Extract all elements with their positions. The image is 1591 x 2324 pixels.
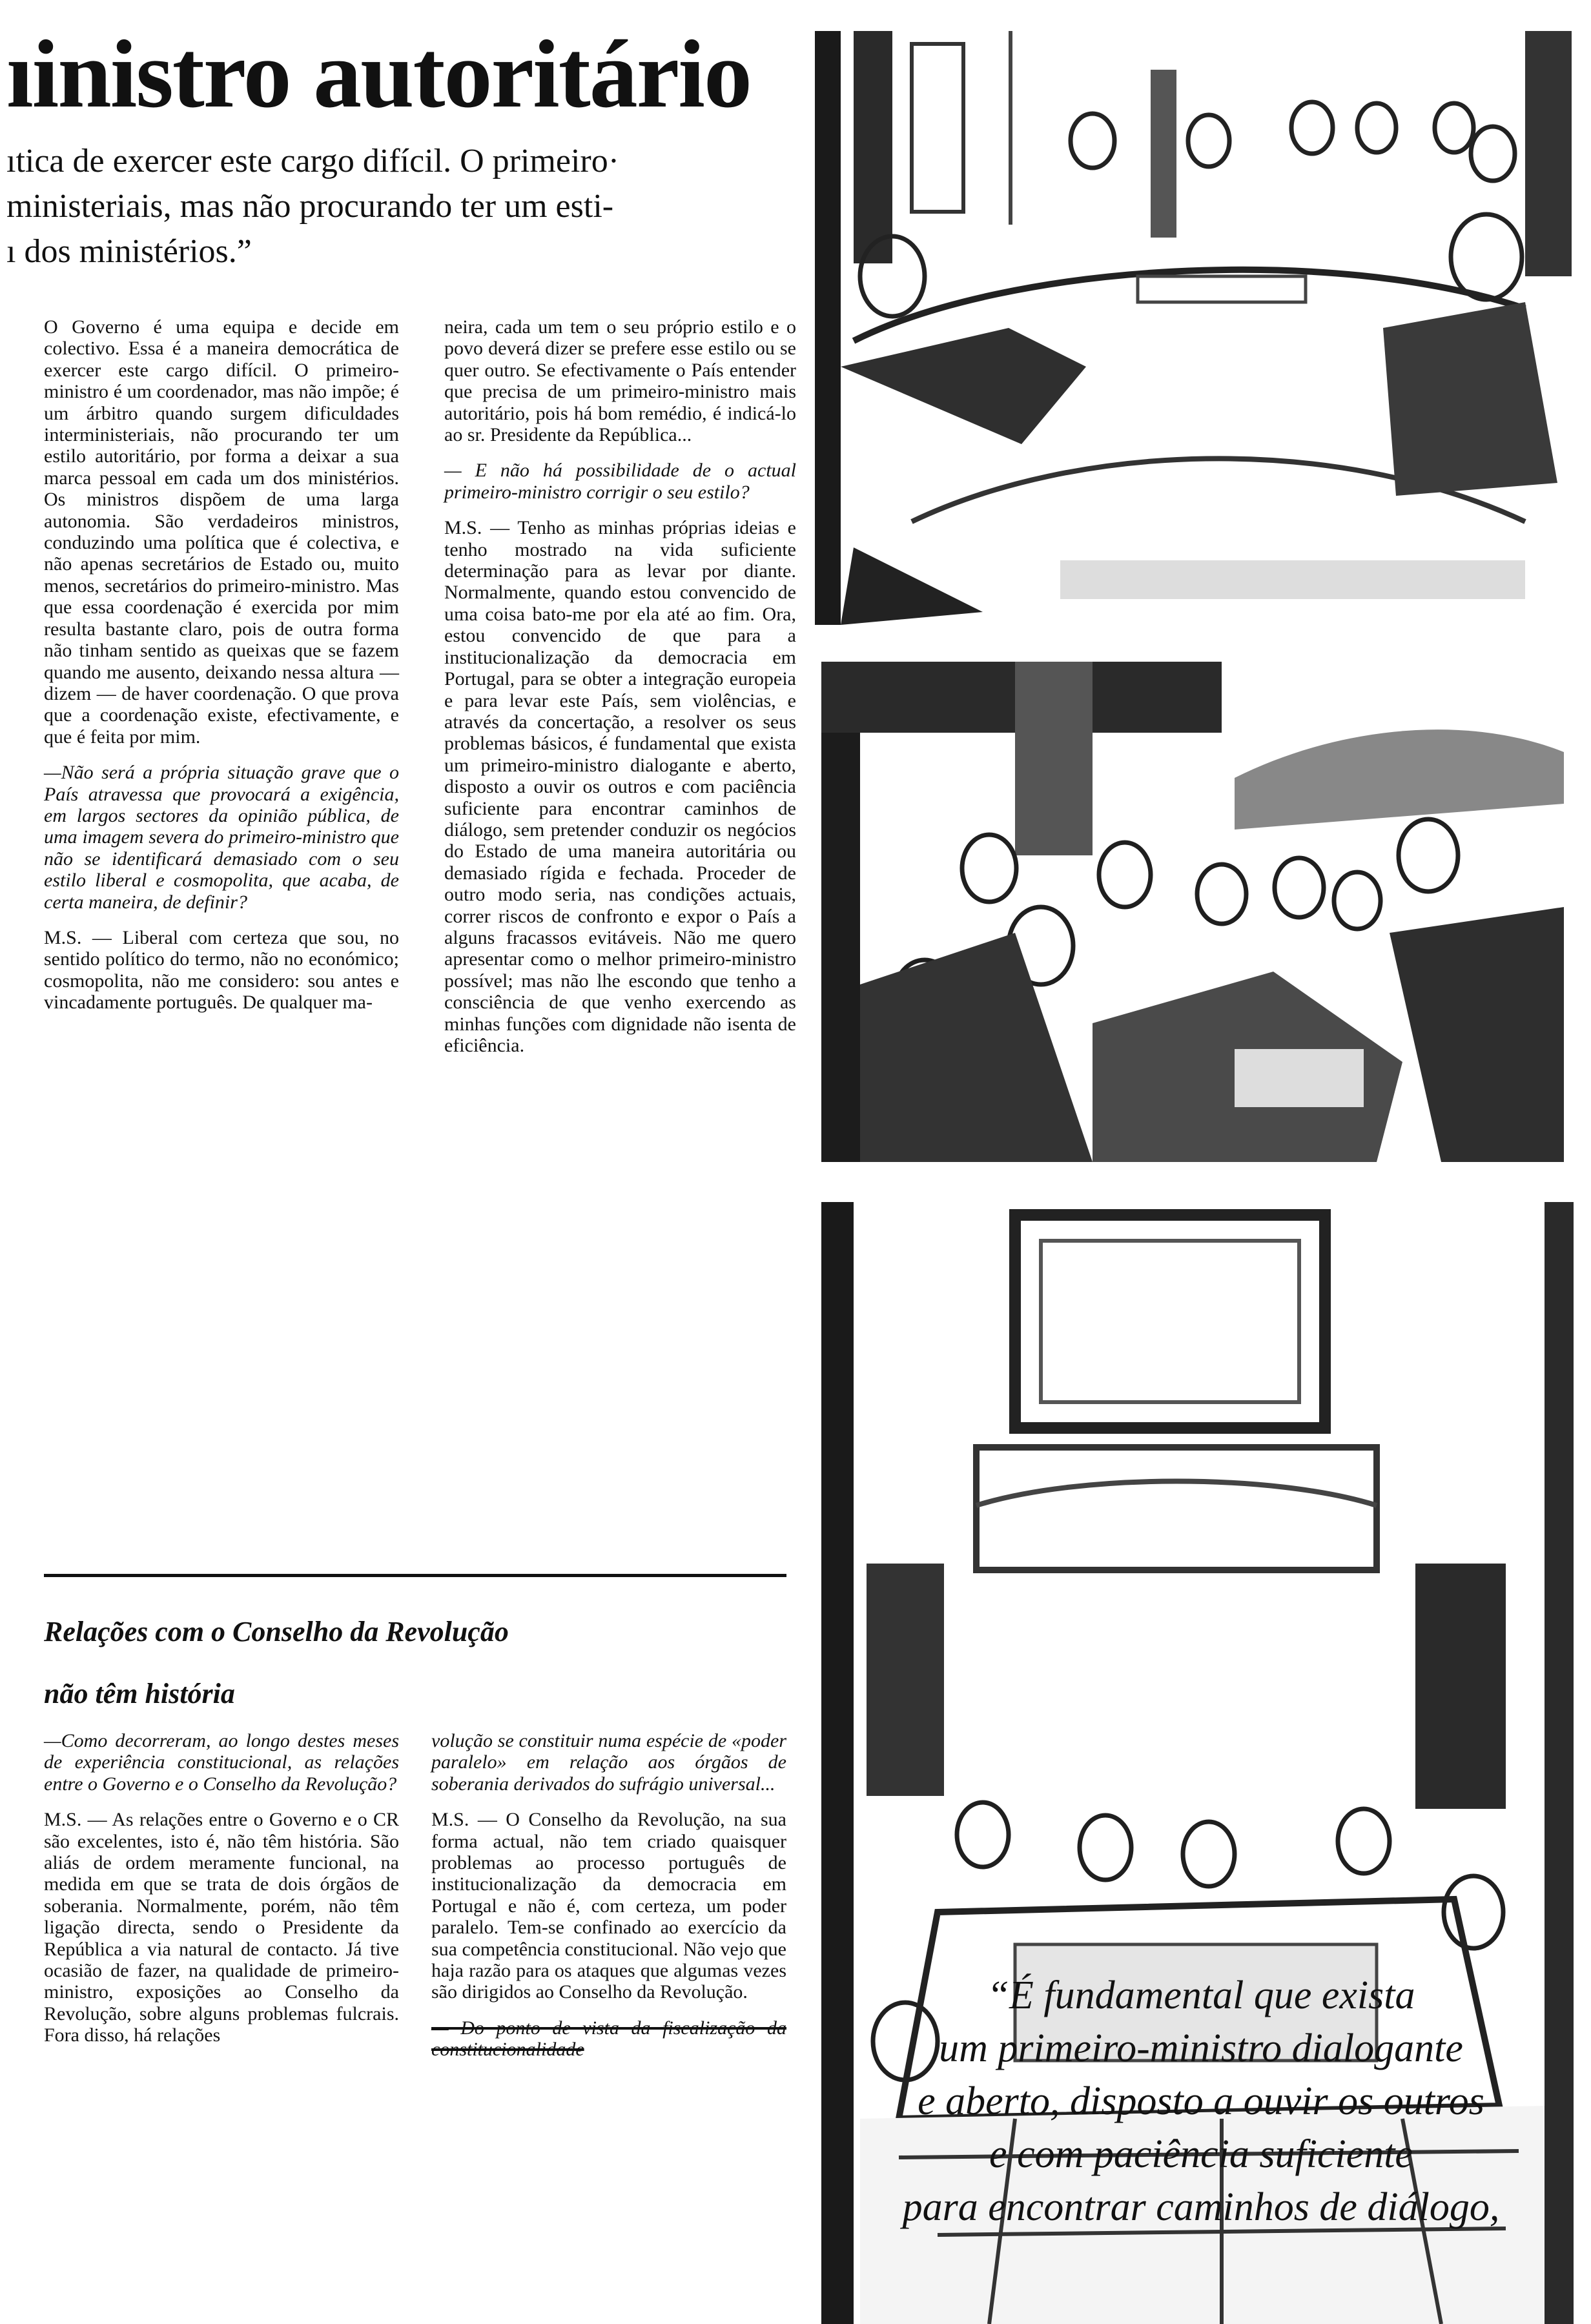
article-column-3 — [44, 1730, 399, 2061]
photo-crowd — [821, 662, 1564, 1162]
section-subhead — [44, 1601, 786, 1725]
deck — [6, 139, 781, 274]
deck-line: ministeriais, mas não procurando ter um esti- — [6, 188, 614, 225]
question-paragraph: — E não há possibilidade de o actual primeiro-ministro corrigir o seu estilo? — [444, 460, 796, 503]
paragraph: M.S. — As relações entre o Governo e o CR são excelentes, isto é, não têm história. São aliás de ordem meramente funcional, na medida em que se trata de dois órgãos de soberania. Normalmente, porém, não têm ligação directa, sendo o Presidente da República a via natural de contacto. Já tive ocasião de fazer, na qualidade de primeiro-ministro, exposições ao Conselho da Revolução, sobre alguns problemas fulcrais. Fora disso, há relações — [44, 1809, 399, 2046]
photo-cabinet-meeting — [815, 31, 1572, 625]
pull-quote-line: para encontrar caminhos de diálogo, — [902, 2185, 1500, 2229]
subhead-line: não têm história — [44, 1678, 235, 1709]
subhead-line: Relações com o Conselho da Revolução — [44, 1616, 509, 1647]
article-column-2 — [444, 316, 796, 1070]
question-paragraph: —Como decorreram, ao longo destes meses de experiência constitucional, as relações entre o Governo e o Conselho da Revolução? — [44, 1730, 399, 1795]
pull-quote-line: um primeiro-ministro dialogante — [939, 2026, 1463, 2070]
article-column-1 — [44, 316, 399, 1028]
pull-quote-line: “É fundamental que exista — [987, 1973, 1415, 2017]
question-paragraph: — Do ponto de vista da fiscalização da constitucionalidade — [431, 2017, 786, 2061]
deck-line: ıtica de exercer este cargo difícil. O primeiro· — [6, 143, 620, 179]
paragraph: M.S. — Liberal com certeza que sou, no sentido político do termo, não no económico; cosmopolita, não me considero: sou antes e vincadamente português. De qualquer ma- — [44, 926, 399, 1014]
pull-quote-line: e com paciência suficiente — [989, 2132, 1413, 2176]
paragraph: M.S. — Tenho as minhas próprias ideias e tenho mostrado na vida suficiente determinação para as levar por diante. Normalmente, quando estou convencido de uma coisa bato-me por ela até ao fim. Ora, estou convencido de que para a institucionalização da democracia em Portugal, para se obter a integração europeia e para levar este País, sem violências, e através da concertação, a resolver os seus problemas básicos, é fundamental que exista um primeiro-ministro dialogante e aberto, disposto a ouvir os outros e com paciência suficiente para encontrar caminhos de diálogo, sem pretender conduzir os negócios do Estado de uma maneira autoritária ou demasiado rígida e fechada. Proceder de outro modo seria, nas condições actuais, correr riscos de confronto e expor o País a alguns fracassos evitáveis. Não me quero apresentar como o melhor primeiro-ministro possível; mas não lhe escondo que tenho a consciência de que venho exercendo as minhas funções com dignidade não isenta de eficiência. — [444, 517, 796, 1056]
section-divider — [44, 1574, 786, 1577]
question-paragraph: —Não será a própria situação grave que o País atravessa que provocará a exigência, em largos sectores da opinião pública, de uma imagem severa do primeiro-ministro que não se identificará demasiado com o seu estilo liberal e cosmopolita, que acaba, de certa maneira, de definir? — [44, 762, 399, 913]
headline: ıinistro autoritário — [6, 21, 751, 128]
paragraph: M.S. — O Conselho da Revolução, na sua forma actual, não tem criado quaisquer problemas ao processo português de institucionalização da democracia em Portugal e não é, com certeza, um poder paralelo. Tem-se confinado ao exercício da sua competência constitucional. Não vejo que haja razão para os ataques que algumas vezes são dirigidos ao Conselho da Revolução. — [431, 1809, 786, 2003]
deck-line: ı dos ministérios.” — [6, 233, 252, 270]
question-paragraph: volução se constituir numa espécie de «poder paralelo» em relação aos órgãos de soberania derivados do sufrágio universal... — [431, 1730, 786, 1795]
pull-quote-line: e aberto, disposto a ouvir os outros — [918, 2079, 1484, 2123]
article-column-4 — [431, 1730, 786, 2075]
paragraph: neira, cada um tem o seu próprio estilo e o povo deverá dizer se prefere esse estilo ou se quer outro. Se efectivamente o País entender que precisa de um primeiro-ministro mais autoritário, pois há bom remédio, é indicá-lo ao sr. Presidente da República... — [444, 316, 796, 446]
paragraph: O Governo é uma equipa e decide em colectivo. Essa é a maneira democrática de exercer este cargo difícil. O primeiro-ministro é um coordenador, mas não impõe; é um árbitro quando surgem dificuldades interministeriais, não procurando ter um estilo autoritário, por forma a deixar a sua marca pessoal em cada um dos ministérios. Os ministros dispõem de uma larga autonomia. São verdadeiros ministros, conduzindo uma política que é colectiva, e não apenas secretários de Estado ou, muito menos, secretários do primeiro-ministro. Mas que essa coordenação é exercida por mim resulta bastante claro, pois de outra forma não tinham sentido as queixas que se fazem quando me ausento, deixando nessa altura — dizem — de haver coordenação. O que prova que a coordenação existe, efectivamente, e que é feita por mim. — [44, 316, 399, 748]
pull-quote — [820, 1969, 1582, 2234]
